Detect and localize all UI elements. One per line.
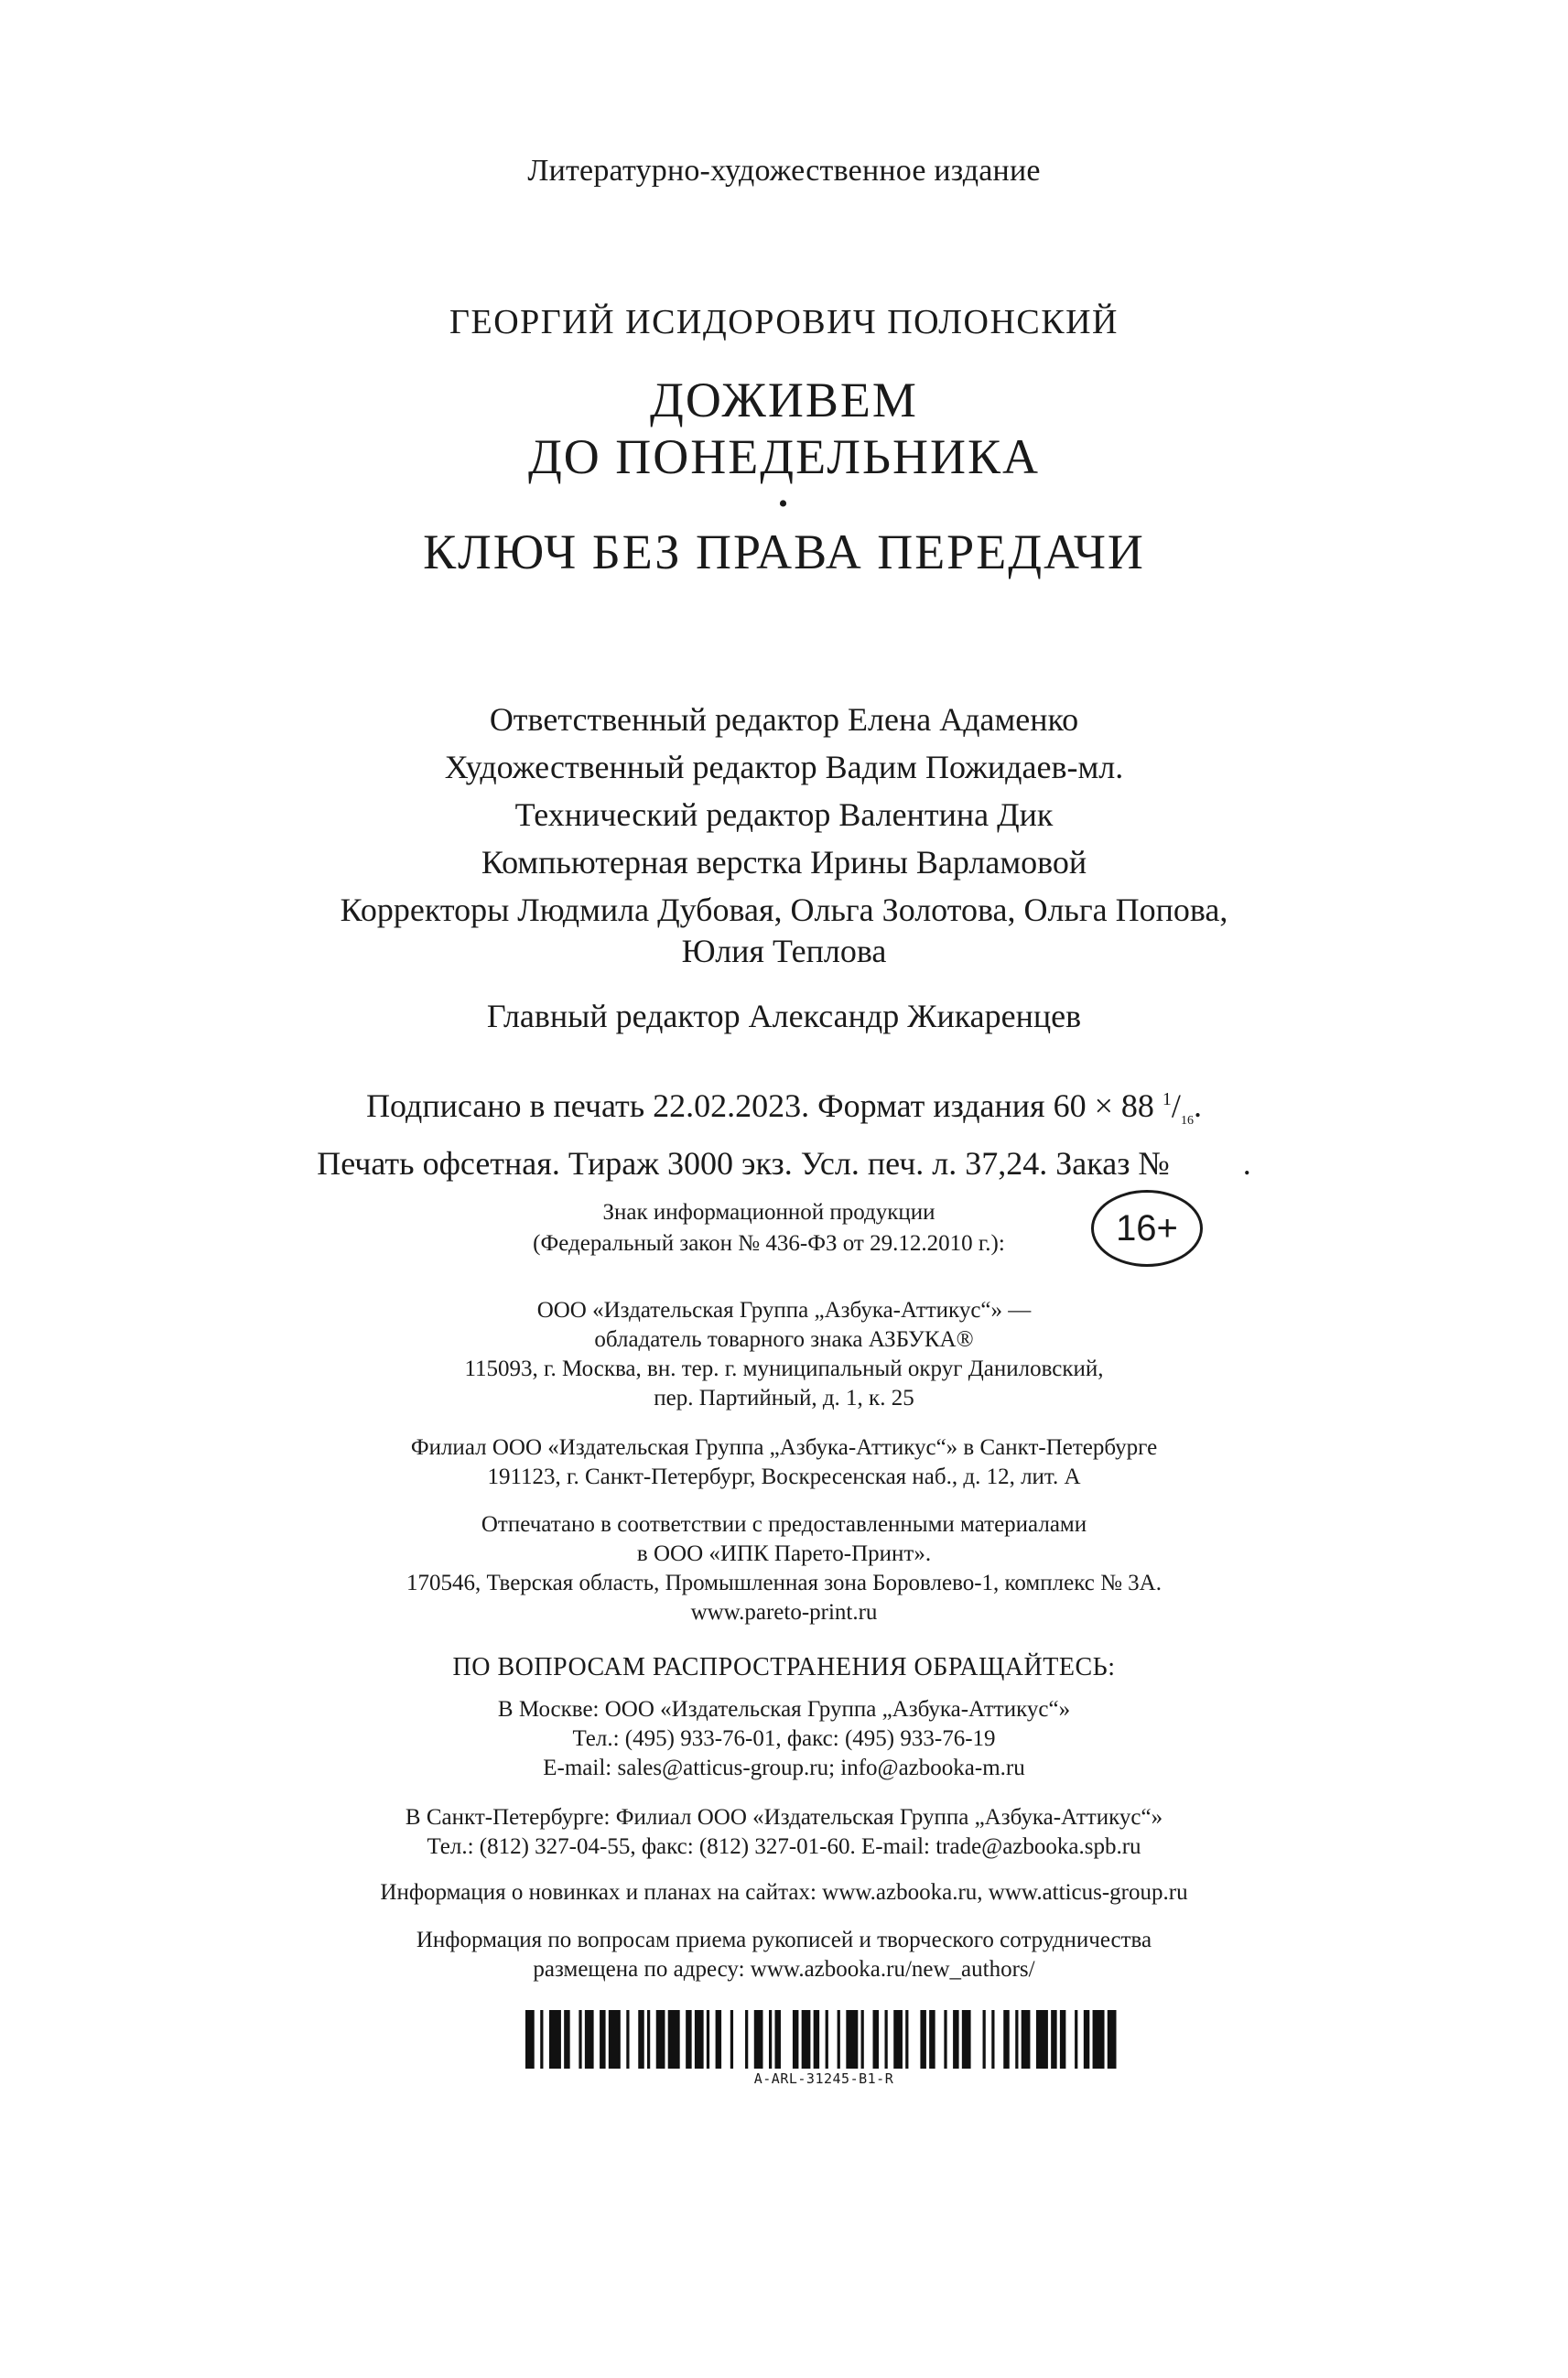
print-info-line-1	[0, 1078, 1568, 1142]
credits-block	[0, 696, 1568, 1040]
age-rating-badge: 16+	[1091, 1190, 1203, 1267]
print-info-line-1-end: .	[1193, 1087, 1202, 1124]
barcode-bar	[686, 2010, 691, 2069]
barcode-bar	[540, 2010, 543, 2069]
distribution-heading: ПО ВОПРОСАМ РАСПРОСТРАНЕНИЯ ОБРАЩАЙТЕСЬ:	[452, 1653, 1116, 1681]
barcode-bar	[873, 2010, 879, 2069]
proofreaders-line-1: Корректоры Людмила Дубовая, Ольга Золотова, Ольга Попова,	[340, 892, 1228, 928]
barcode-bar	[600, 2010, 605, 2069]
publisher-block	[0, 1296, 1568, 1413]
barcode-bar	[564, 2010, 569, 2069]
barcode-bar	[1060, 2010, 1065, 2069]
publisher-line-3: 115093, г. Москва, вн. тер. г. муниципальный округ Даниловский,	[464, 1357, 1104, 1381]
credits-spacer	[0, 968, 1568, 992]
barcode-bar	[893, 2010, 903, 2069]
print-info	[0, 1078, 1568, 1184]
barcode-bar	[991, 2010, 994, 2069]
barcode-bar	[730, 2010, 733, 2069]
tech-editor: Технический редактор Валентина Дик	[514, 796, 1054, 833]
printed-line-2: в ООО «ИПК Парето-Принт».	[636, 1541, 932, 1566]
manuscripts-line-1: Информация по вопросам приема рукописей и творческого сотрудничества	[416, 1928, 1152, 1952]
format-fraction-num: 1	[1162, 1089, 1172, 1109]
barcode-bar	[846, 2010, 858, 2069]
barcode-bar	[1003, 2010, 1009, 2069]
proofreaders-line-2: Юлия Теплова	[681, 933, 887, 969]
barcode-bar	[695, 2010, 704, 2069]
printed-line-1: Отпечатано в соответствии с предоставленными материалами	[481, 1512, 1087, 1537]
barcode-bar	[905, 2010, 908, 2069]
barcode-bar	[774, 2010, 780, 2069]
title-bullet: •	[778, 489, 790, 519]
barcode-bar	[579, 2010, 581, 2069]
barcode-bar	[668, 2010, 680, 2069]
info-sign-line-1: Знак информационной продукции	[602, 1200, 935, 1225]
format-fraction-den: 16	[1180, 1114, 1194, 1129]
barcode-bar	[1075, 2010, 1077, 2069]
barcode-bar	[983, 2010, 986, 2069]
barcode-bar	[838, 2010, 840, 2069]
publisher-line-1: ООО «Издательская Группа „Азбука-Аттикус“» —	[536, 1298, 1032, 1323]
chief-editor: Главный редактор Александр Жикаренцев	[486, 998, 1082, 1034]
barcode-bar	[1093, 2010, 1105, 2069]
barcode-bar	[609, 2010, 621, 2069]
info-sign-text	[458, 1197, 1080, 1259]
barcode-bar	[1108, 2010, 1117, 2069]
barcode-bar	[638, 2010, 643, 2069]
format-fraction-sep: /	[1171, 1087, 1181, 1124]
filial-block	[0, 1433, 1568, 1492]
barcode-bar	[1015, 2010, 1018, 2069]
barcode-bar	[656, 2010, 665, 2069]
title-line-2: ДО ПОНЕДЕЛЬНИКА	[527, 429, 1041, 484]
author-name: ГЕОРГИЙ ИСИДОРОВИЧ ПОЛОНСКИЙ	[449, 303, 1119, 341]
barcode-bar	[944, 2010, 946, 2069]
barcode-bar	[647, 2010, 650, 2069]
barcode-bar	[962, 2010, 971, 2069]
barcode-bar	[716, 2010, 721, 2069]
barcode	[525, 2010, 1122, 2069]
barcode-bar	[525, 2010, 535, 2069]
barcode-bar	[626, 2010, 629, 2069]
barcode-bar	[769, 2010, 772, 2069]
layout-credit: Компьютерная верстка Ирины Варламовой	[481, 844, 1087, 881]
barcode-bar	[920, 2010, 925, 2069]
manuscripts-info	[0, 1926, 1568, 1984]
print-info-line-1-main: Подписано в печать 22.02.2023. Формат издания 60 × 88	[366, 1087, 1162, 1124]
barcode-bar	[793, 2010, 798, 2069]
print-info-line-2-end: .	[1242, 1145, 1251, 1183]
printed-line-3: 170546, Тверская область, Промышленная зона Боровлево-1, комплекс № 3А.	[406, 1571, 1162, 1595]
barcode-bar	[1051, 2010, 1056, 2069]
spb-contacts	[0, 1803, 1568, 1862]
barcode-bar	[861, 2010, 864, 2069]
barcode-bar	[802, 2010, 811, 2069]
barcode-bar	[549, 2010, 561, 2069]
print-info-line-2	[0, 1142, 1568, 1184]
barcode-bar	[1036, 2010, 1048, 2069]
barcode-bar	[754, 2010, 763, 2069]
filial-line-2: 191123, г. Санкт-Петербург, Воскресенская наб., д. 12, лит. А	[487, 1465, 1081, 1489]
printed-line-4: www.pareto-print.ru	[690, 1600, 878, 1625]
genre-line: Литературно-художественное издание	[527, 154, 1041, 188]
barcode-bar	[1084, 2010, 1089, 2069]
moscow-line-2: Тел.: (495) 933-76-01, факс: (495) 933-76-19	[572, 1726, 996, 1751]
barcode-label: A-ARL-31245-B1-R	[753, 2070, 894, 2087]
moscow-line-1: В Москве: ООО «Издательская Группа „Азбука-Аттикус“»	[497, 1697, 1071, 1722]
title-line-1: ДОЖИВЕМ	[650, 373, 918, 427]
news-info: Информация о новинках и планах на сайтах: www.azbooka.ru, www.atticus-group.ru	[380, 1880, 1188, 1905]
barcode-bar	[885, 2010, 888, 2069]
barcode-bar	[707, 2010, 709, 2069]
barcode-bar	[745, 2010, 748, 2069]
responsible-editor: Ответственный редактор Елена Адаменко	[489, 701, 1079, 738]
art-editor: Художественный редактор Вадим Пожидаев-мл.	[444, 749, 1124, 785]
info-sign-line-2: (Федеральный закон № 436-ФЗ от 29.12.2010 г.):	[533, 1231, 1005, 1256]
spb-line-1: В Санкт-Петербурге: Филиал ООО «Издательская Группа „Азбука-Аттикус“»	[405, 1805, 1163, 1830]
moscow-line-3: E-mail: sales@atticus-group.ru; info@azbooka-m.ru	[543, 1756, 1025, 1780]
book-title	[0, 372, 1568, 580]
barcode-bar	[953, 2010, 958, 2069]
info-sign-row	[0, 1190, 1568, 1272]
printed-block	[0, 1510, 1568, 1627]
manuscripts-line-2: размещена по адресу: www.azbooka.ru/new_authors/	[533, 1957, 1035, 1982]
publisher-line-4: пер. Партийный, д. 1, к. 25	[654, 1386, 914, 1411]
spb-line-2: Тел.: (812) 327-04-55, факс: (812) 327-01-60. E-mail: trade@azbooka.spb.ru	[427, 1834, 1141, 1859]
barcode-bar	[826, 2010, 828, 2069]
publisher-line-2: обладатель товарного знака АЗБУКА®	[594, 1327, 974, 1352]
print-info-line-2-main: Печать офсетная. Тираж 3000 экз. Усл. печ. л. 37,24. Заказ №	[317, 1145, 1170, 1183]
filial-line-1: Филиал ООО «Издательская Группа „Азбука-Аттикус“» в Санкт-Петербурге	[410, 1435, 1158, 1460]
barcode-bar	[814, 2010, 819, 2069]
moscow-contacts	[0, 1695, 1568, 1783]
title-line-3: КЛЮЧ БЕЗ ПРАВА ПЕРЕДАЧИ	[423, 524, 1145, 579]
barcode-bar	[1022, 2010, 1031, 2069]
barcode-bar	[929, 2010, 935, 2069]
barcode-bar	[585, 2010, 594, 2069]
